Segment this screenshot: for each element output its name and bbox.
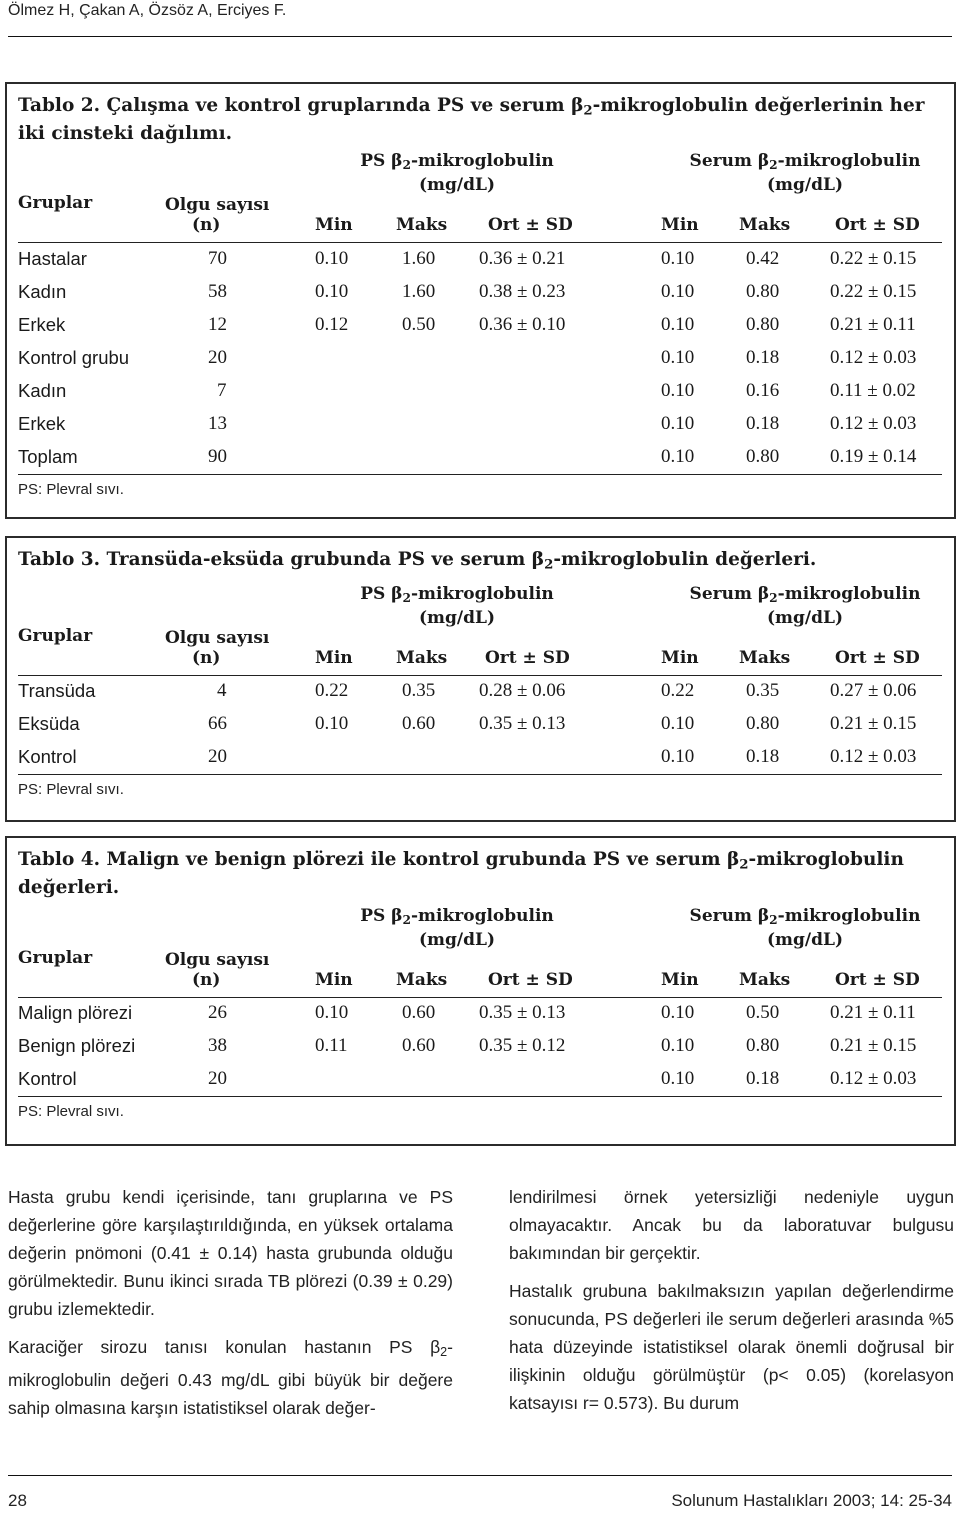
caption-subscript: 2 — [544, 556, 554, 573]
ps-header — [360, 583, 554, 609]
footer-rule — [18, 774, 942, 775]
table-4 — [5, 836, 956, 1146]
cell-n: 70 — [208, 248, 227, 269]
cell-ps-min: 0.11 — [315, 1035, 348, 1056]
serum-header — [690, 905, 921, 931]
cell-serum-min: 0.22 — [661, 680, 695, 701]
cell-serum-maks: 0.18 — [746, 1068, 780, 1089]
cell-serum-maks: 0.35 — [746, 680, 780, 701]
cell-serum-ort: 0.12 ± 0.03 — [830, 746, 917, 767]
ps-header — [360, 905, 554, 931]
row-label: Erkek — [18, 413, 66, 434]
col-n: (n) — [192, 648, 221, 668]
cell-ps-min: 0.10 — [315, 248, 349, 269]
row-label: Benign plörezi — [18, 1035, 136, 1056]
cell-ps-ort: 0.36 ± 0.10 — [479, 314, 566, 335]
caption-subscript: 2 — [583, 102, 593, 119]
paragraph: Hasta grubu kendi içerisinde, tanı gruplarına ve PS değerlerine göre karşılaştırıldığında, en yüksek ortalama değerin pnömoni (0.41 ± 0.14) hasta grubunda olduğu görülmektedir. Bunu ikinci sırada TB plörezi (0.39 ± 0.29) grubu izlemektedir. — [8, 1187, 453, 1319]
cell-ps-maks: 1.60 — [402, 248, 436, 269]
col-serum-min: Min — [661, 648, 699, 668]
cell-ps-maks: 0.60 — [402, 713, 436, 734]
ps-header-sub: 2 — [402, 591, 411, 606]
cell-serum-min: 0.10 — [661, 713, 695, 734]
cell-serum-ort: 0.21 ± 0.15 — [830, 713, 917, 734]
ps-header-tail: -mikroglobulin — [411, 584, 554, 604]
col-ps-min: Min — [315, 970, 353, 990]
cell-ps-ort: 0.35 ± 0.13 — [479, 713, 566, 734]
col-serum-min: Min — [661, 970, 699, 990]
col-n: (n) — [192, 215, 221, 235]
cell-serum-ort: 0.21 ± 0.11 — [830, 1002, 916, 1023]
paragraph-text: Karaciğer sirozu tanısı konulan hastanın PS β — [8, 1337, 441, 1357]
col-gruplar: Gruplar — [18, 626, 93, 646]
col-serum-ort: Ort ± SD — [835, 648, 920, 668]
cell-ps-min: 0.22 — [315, 680, 349, 701]
cell-n: 12 — [208, 314, 227, 335]
cell-serum-maks: 0.50 — [746, 1002, 780, 1023]
ps-header-sub: 2 — [402, 913, 411, 928]
cell-serum-ort: 0.22 ± 0.15 — [830, 281, 917, 302]
caption-text-tail: -mikroglobulin değerlerinin her iki cinsteki dağılımı. — [18, 95, 925, 145]
row-label: Eksüda — [18, 713, 80, 734]
cell-serum-maks: 0.80 — [746, 713, 780, 734]
serum-header-text: Serum β — [689, 906, 770, 926]
serum-unit: (mg/dL) — [766, 175, 844, 195]
ps-header-text: PS β — [360, 151, 403, 171]
ps-header — [360, 150, 554, 176]
paragraph-text-tail: -mikroglobulin değeri 0.43 mg/dL gibi büyük bir değere sahip olmasına karşın istatistiksel olarak değer- — [8, 1337, 453, 1419]
col-ps-ort: Ort ± SD — [488, 970, 573, 990]
cell-serum-maks: 0.16 — [746, 380, 780, 401]
row-label: Malign plörezi — [18, 1002, 133, 1023]
page-number: 28 — [8, 1491, 27, 1510]
cell-n: 26 — [208, 1002, 227, 1023]
row-label: Toplam — [18, 446, 78, 467]
table-3 — [5, 536, 956, 822]
cell-serum-min: 0.10 — [661, 446, 695, 467]
cell-serum-ort: 0.12 ± 0.03 — [830, 1068, 917, 1089]
cell-serum-min: 0.10 — [661, 380, 695, 401]
row-label: Kontrol — [18, 746, 77, 767]
cell-n: 58 — [208, 281, 227, 302]
row-label: Kadın — [18, 380, 67, 401]
cell-serum-maks: 0.18 — [746, 413, 780, 434]
cell-n: 90 — [208, 446, 227, 467]
cell-n: 20 — [208, 1068, 227, 1089]
serum-unit: (mg/dL) — [766, 608, 844, 628]
row-label: Kontrol — [18, 1068, 77, 1089]
serum-header-text: Serum β — [689, 151, 770, 171]
cell-serum-ort: 0.11 ± 0.02 — [830, 380, 916, 401]
row-label: Transüda — [18, 680, 96, 701]
col-ps-ort: Ort ± SD — [488, 215, 573, 235]
table-2-note: PS: Plevral sıvı. — [18, 481, 124, 498]
cell-serum-min: 0.10 — [661, 281, 695, 302]
table-4-caption — [18, 848, 942, 899]
cell-serum-ort: 0.12 ± 0.03 — [830, 413, 917, 434]
table-4-note: PS: Plevral sıvı. — [18, 1103, 124, 1120]
cell-n: 13 — [208, 413, 227, 434]
cell-ps-maks: 0.50 — [402, 314, 436, 335]
cell-n: 7 — [217, 380, 227, 401]
cell-ps-maks: 0.60 — [402, 1035, 436, 1056]
serum-unit: (mg/dL) — [766, 930, 844, 950]
table-2-caption — [18, 94, 942, 145]
col-ps-min: Min — [315, 215, 353, 235]
cell-serum-min: 0.10 — [661, 347, 695, 368]
cell-ps-maks: 1.60 — [402, 281, 436, 302]
table-2 — [5, 82, 956, 519]
caption-text-tail: -mikroglobulin değerleri. — [18, 849, 904, 899]
ps-header-text: PS β — [360, 906, 403, 926]
col-olgu: Olgu sayısı — [165, 195, 270, 215]
col-ps-min: Min — [315, 648, 353, 668]
table-3-note: PS: Plevral sıvı. — [18, 781, 124, 798]
cell-serum-min: 0.10 — [661, 746, 695, 767]
paragraph-subscript: 2 — [440, 1345, 448, 1360]
cell-ps-ort: 0.35 ± 0.13 — [479, 1002, 566, 1023]
serum-header-sub: 2 — [769, 913, 778, 928]
ps-unit: (mg/dL) — [418, 930, 496, 950]
right-column — [509, 1183, 954, 1427]
cell-serum-min: 0.10 — [661, 1002, 695, 1023]
col-gruplar: Gruplar — [18, 948, 93, 968]
journal-citation: Solunum Hastalıkları 2003; 14: 25-34 — [671, 1491, 952, 1510]
cell-serum-maks: 0.80 — [746, 314, 780, 335]
header-rule — [18, 675, 942, 676]
cell-ps-min: 0.10 — [315, 1002, 349, 1023]
left-column — [8, 1183, 453, 1432]
serum-header-text: Serum β — [689, 584, 770, 604]
row-label: Erkek — [18, 314, 66, 335]
col-gruplar: Gruplar — [18, 193, 93, 213]
col-ps-maks: Maks — [396, 970, 448, 990]
ps-header-tail: -mikroglobulin — [411, 906, 554, 926]
col-olgu: Olgu sayısı — [165, 628, 270, 648]
col-serum-maks: Maks — [739, 215, 791, 235]
ps-unit: (mg/dL) — [418, 608, 496, 628]
cell-n: 66 — [208, 713, 227, 734]
serum-header-sub: 2 — [769, 591, 778, 606]
serum-header-tail: -mikroglobulin — [777, 584, 921, 604]
serum-header-tail: -mikroglobulin — [777, 151, 921, 171]
cell-ps-ort: 0.36 ± 0.21 — [479, 248, 566, 269]
running-head: Ölmez H, Çakan A, Özsöz A, Erciyes F. — [8, 2, 287, 19]
cell-serum-maks: 0.42 — [746, 248, 780, 269]
serum-header-sub: 2 — [769, 158, 778, 173]
cell-serum-ort: 0.21 ± 0.15 — [830, 1035, 917, 1056]
paragraph: Hastalık grubuna bakılmaksızın yapılan değerlendirme sonucunda, PS değerleri ile serum değerleri arasında %5 hata düzeyinde istatistiksel olarak önemli doğrusal bir ilişkinin olduğu görülmüştür (p< 0.05) (korelasyon katsayısı r= 0.573). Bu durum — [509, 1281, 954, 1413]
cell-serum-ort: 0.21 ± 0.11 — [830, 314, 916, 335]
col-ps-ort: Ort ± SD — [485, 648, 570, 668]
cell-n: 20 — [208, 347, 227, 368]
cell-serum-min: 0.10 — [661, 248, 695, 269]
serum-header — [690, 150, 921, 176]
cell-serum-min: 0.10 — [661, 1035, 695, 1056]
cell-ps-ort: 0.28 ± 0.06 — [479, 680, 566, 701]
serum-header-tail: -mikroglobulin — [777, 906, 921, 926]
col-ps-maks: Maks — [396, 648, 448, 668]
cell-ps-maks: 0.60 — [402, 1002, 436, 1023]
row-label: Kontrol grubu — [18, 347, 130, 368]
cell-n: 4 — [217, 680, 227, 701]
cell-serum-ort: 0.27 ± 0.06 — [830, 680, 917, 701]
col-n: (n) — [192, 970, 221, 990]
row-label: Kadın — [18, 281, 67, 302]
ps-header-text: PS β — [360, 584, 403, 604]
col-serum-ort: Ort ± SD — [835, 970, 920, 990]
footer-rule — [8, 1475, 952, 1476]
cell-serum-ort: 0.22 ± 0.15 — [830, 248, 917, 269]
col-ps-maks: Maks — [396, 215, 448, 235]
row-label: Hastalar — [18, 248, 87, 269]
col-serum-min: Min — [661, 215, 699, 235]
cell-serum-min: 0.10 — [661, 314, 695, 335]
header-rule — [8, 36, 952, 37]
cell-ps-min: 0.10 — [315, 713, 349, 734]
footer-rule — [18, 474, 942, 475]
footer-rule — [18, 1096, 942, 1097]
cell-serum-maks: 0.80 — [746, 281, 780, 302]
cell-serum-ort: 0.19 ± 0.14 — [830, 446, 917, 467]
cell-ps-min: 0.10 — [315, 281, 349, 302]
col-serum-ort: Ort ± SD — [835, 215, 920, 235]
paragraph — [8, 1333, 453, 1422]
caption-text: Tablo 2. Çalışma ve kontrol gruplarında PS ve serum β — [18, 95, 584, 116]
cell-ps-ort: 0.38 ± 0.23 — [479, 281, 566, 302]
cell-n: 20 — [208, 746, 227, 767]
cell-serum-maks: 0.80 — [746, 1035, 780, 1056]
header-rule — [18, 242, 942, 243]
caption-text: Tablo 3. Transüda-eksüda grubunda PS ve serum β — [18, 549, 545, 570]
ps-header-tail: -mikroglobulin — [411, 151, 554, 171]
table-3-caption — [18, 548, 942, 576]
col-serum-maks: Maks — [739, 648, 791, 668]
serum-header — [690, 583, 921, 609]
ps-unit: (mg/dL) — [418, 175, 496, 195]
cell-serum-min: 0.10 — [661, 1068, 695, 1089]
paragraph: lendirilmesi örnek yetersizliği nedeniyle uygun olmayacaktır. Ancak bu da laboratuvar bulgusu bakımından bir gerçektir. — [509, 1187, 954, 1263]
cell-ps-maks: 0.35 — [402, 680, 436, 701]
caption-text: Tablo 4. Malign ve benign plörezi ile kontrol grubunda PS ve serum β — [18, 849, 740, 870]
cell-serum-maks: 0.80 — [746, 446, 780, 467]
cell-serum-maks: 0.18 — [746, 347, 780, 368]
ps-header-sub: 2 — [402, 158, 411, 173]
cell-ps-ort: 0.35 ± 0.12 — [479, 1035, 566, 1056]
col-serum-maks: Maks — [739, 970, 791, 990]
cell-serum-maks: 0.18 — [746, 746, 780, 767]
cell-serum-ort: 0.12 ± 0.03 — [830, 347, 917, 368]
cell-n: 38 — [208, 1035, 227, 1056]
cell-ps-min: 0.12 — [315, 314, 349, 335]
caption-subscript: 2 — [739, 856, 749, 873]
header-rule — [18, 997, 942, 998]
cell-serum-min: 0.10 — [661, 413, 695, 434]
col-olgu: Olgu sayısı — [165, 950, 270, 970]
caption-text-tail: -mikroglobulin değerleri. — [553, 549, 817, 570]
